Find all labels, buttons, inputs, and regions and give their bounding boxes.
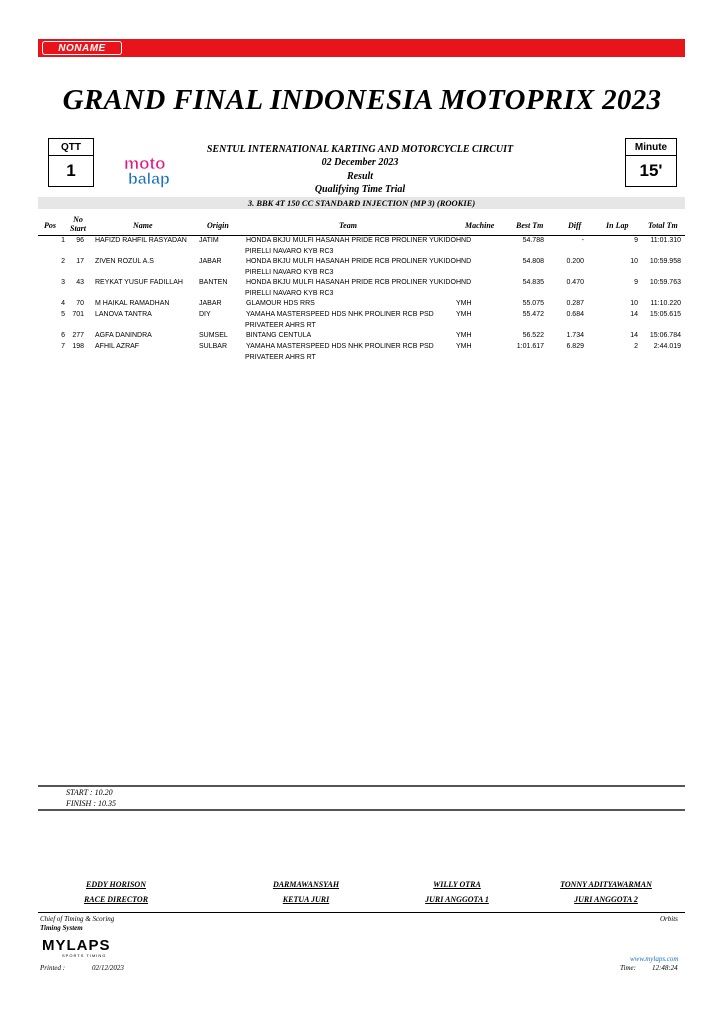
th-no: No bbox=[73, 215, 83, 224]
table-row bbox=[38, 279, 685, 300]
mylaps-logo: MYLAPS bbox=[42, 937, 111, 954]
cell-diff: 0.684 bbox=[566, 311, 584, 318]
table-header bbox=[38, 212, 685, 236]
cell-diff: 1.734 bbox=[566, 332, 584, 339]
cell-name: HAFIZD RAHFIL RASYADAN bbox=[95, 237, 187, 244]
cell-machine: HND bbox=[456, 237, 472, 244]
th-best-tm: Best Tm bbox=[516, 221, 544, 230]
footer-divider bbox=[38, 912, 685, 913]
th-origin: Origin bbox=[207, 221, 229, 230]
cell-origin: SULBAR bbox=[199, 343, 228, 350]
minute-label: Minute bbox=[626, 139, 676, 156]
cell-team2: PRIVATEER AHRS RT bbox=[245, 354, 316, 361]
cell-team1: YAMAHA MASTERSPEED HDS NHK PROLINER RCB PSD bbox=[246, 343, 434, 350]
cell-inlap: 14 bbox=[630, 332, 638, 339]
cell-team1: YAMAHA MASTERSPEED HDS NHK PROLINER RCB PSD bbox=[246, 311, 434, 318]
cell-inlap: 9 bbox=[634, 237, 638, 244]
printed-date: 02/12/2023 bbox=[92, 964, 124, 972]
cell-diff: 6.829 bbox=[566, 343, 584, 350]
th-team: Team bbox=[339, 221, 357, 230]
cell-team1: BINTANG CENTULA bbox=[246, 332, 312, 339]
cell-origin: JABAR bbox=[199, 300, 222, 307]
time-value: 12:48:24 bbox=[652, 964, 678, 972]
circuit-name: SENTUL INTERNATIONAL KARTING AND MOTORCYCLE CIRCUIT bbox=[206, 144, 514, 155]
cell-pos: 3 bbox=[61, 279, 65, 286]
cell-machine: YMH bbox=[456, 311, 472, 318]
cell-best: 1:01.617 bbox=[516, 343, 544, 350]
cell-origin: JATIM bbox=[199, 237, 219, 244]
cell-origin: DIY bbox=[199, 311, 211, 318]
official-name: WILLY OTRA bbox=[433, 880, 481, 889]
cell-machine: HND bbox=[456, 258, 472, 265]
qtt-box bbox=[48, 138, 94, 187]
cell-origin: BANTEN bbox=[199, 279, 228, 286]
cell-no: 701 bbox=[72, 311, 84, 318]
cell-origin: JABAR bbox=[199, 258, 222, 265]
cell-pos: 2 bbox=[61, 258, 65, 265]
official-role: JURI ANGGOTA 2 bbox=[574, 895, 638, 904]
session-name: Qualifying Time Trial bbox=[314, 183, 406, 195]
cell-pos: 4 bbox=[61, 300, 65, 307]
table-row bbox=[38, 258, 685, 279]
signature-juri-anggota-1 bbox=[397, 880, 517, 904]
cell-no: 17 bbox=[76, 258, 84, 265]
th-machine: Machine bbox=[465, 221, 495, 230]
cell-no: 43 bbox=[76, 279, 84, 286]
cell-best: 54.835 bbox=[522, 279, 544, 286]
cell-diff: 0.470 bbox=[566, 279, 584, 286]
cell-name: LANOVA TANTRA bbox=[95, 311, 152, 318]
time-label: Time: bbox=[620, 964, 636, 972]
cell-total: 11:01.310 bbox=[650, 237, 681, 244]
results-table bbox=[38, 237, 685, 364]
cell-pos: 5 bbox=[61, 311, 65, 318]
th-total-tm: Total Tm bbox=[648, 221, 678, 230]
cell-team1: HONDA BKJU MULFI HASANAH PRIDE RCB PROLINER YUKIDO bbox=[246, 258, 456, 265]
divider bbox=[38, 809, 685, 811]
header-red-bar bbox=[38, 39, 685, 57]
category-bar: 3. BBK 4T 150 CC STANDARD INJECTION (MP 3) (ROOKIE) bbox=[38, 197, 685, 209]
table-row bbox=[38, 332, 685, 343]
svg-text:moto: moto bbox=[124, 154, 166, 173]
mylaps-url[interactable]: www.mylaps.com bbox=[630, 955, 679, 963]
cell-no: 70 bbox=[76, 300, 84, 307]
official-role: RACE DIRECTOR bbox=[83, 895, 149, 904]
cell-name: REYKAT YUSUF FADILLAH bbox=[95, 279, 183, 286]
event-info bbox=[160, 143, 560, 196]
minute-value: 15' bbox=[639, 160, 663, 180]
cell-team2: PIRELLI NAVARO KYB RC3 bbox=[245, 248, 334, 255]
cell-team1: GLAMOUR HDS RRS bbox=[246, 300, 315, 307]
cell-diff: - bbox=[581, 237, 584, 244]
cell-total: 11:10.220 bbox=[650, 300, 681, 307]
cell-team2: PIRELLI NAVARO KYB RC3 bbox=[245, 269, 334, 276]
cell-name: AGFA DANINDRA bbox=[95, 332, 152, 339]
table-row bbox=[38, 300, 685, 311]
divider bbox=[38, 785, 685, 787]
cell-name: M HAIKAL RAMADHAN bbox=[95, 300, 170, 307]
cell-team1: HONDA BKJU MULFI HASANAH PRIDE RCB PROLINER YUKIDO bbox=[246, 279, 456, 286]
cell-inlap: 14 bbox=[630, 311, 638, 318]
table-row bbox=[38, 311, 685, 332]
cell-name: AFHIL AZRAF bbox=[95, 343, 140, 350]
cell-total: 15:06.784 bbox=[649, 332, 681, 339]
event-date: 02 December 2023 bbox=[321, 157, 399, 169]
cell-inlap: 9 bbox=[634, 279, 638, 286]
th-diff: Diff bbox=[568, 221, 582, 230]
cell-total: 15:05.615 bbox=[649, 311, 681, 318]
th-in-lap: In Lap bbox=[606, 221, 629, 230]
chief-label: Chief of Timing & Scoring bbox=[40, 915, 115, 923]
result-label: Result bbox=[346, 170, 374, 182]
minute-box bbox=[625, 138, 677, 187]
cell-pos: 7 bbox=[61, 343, 65, 350]
cell-name: ZIVEN ROZUL A.S bbox=[95, 258, 154, 265]
cell-inlap: 10 bbox=[630, 258, 638, 265]
cell-best: 54.808 bbox=[522, 258, 544, 265]
official-role: KETUA JURI bbox=[282, 895, 330, 904]
finish-time: FINISH : 10.35 bbox=[66, 799, 116, 808]
cell-pos: 6 bbox=[61, 332, 65, 339]
page-title: GRAND FINAL INDONESIA MOTOPRIX 2023 bbox=[62, 84, 662, 116]
qtt-value: 1 bbox=[66, 160, 76, 180]
cell-best: 55.075 bbox=[522, 300, 544, 307]
cell-machine: YMH bbox=[456, 343, 472, 350]
cell-no: 198 bbox=[72, 343, 84, 350]
th-start: Start bbox=[70, 224, 87, 233]
cell-best: 56.522 bbox=[522, 332, 544, 339]
cell-pos: 1 bbox=[61, 237, 65, 244]
timing-system-label: Timing System bbox=[40, 924, 83, 932]
th-name: Name bbox=[133, 221, 153, 230]
cell-origin: SUMSEL bbox=[199, 332, 228, 339]
cell-team2: PIRELLI NAVARO KYB RC3 bbox=[245, 290, 334, 297]
noname-logo: NONAME bbox=[42, 41, 122, 55]
cell-machine: YMH bbox=[456, 332, 472, 339]
cell-machine: YMH bbox=[456, 300, 472, 307]
printed-label: Printed : bbox=[40, 964, 66, 972]
cell-diff: 0.200 bbox=[566, 258, 584, 265]
official-name: TONNY ADITYAWARMAN bbox=[560, 880, 652, 889]
cell-diff: 0.287 bbox=[566, 300, 584, 307]
cell-inlap: 2 bbox=[634, 343, 638, 350]
table-row bbox=[38, 343, 685, 364]
cell-no: 277 bbox=[72, 332, 84, 339]
signature-juri-anggota-2 bbox=[546, 880, 666, 904]
th-pos: Pos bbox=[44, 221, 56, 230]
cell-team2: PRIVATEER AHRS RT bbox=[245, 322, 316, 329]
cell-best: 54.788 bbox=[522, 237, 544, 244]
official-name: EDDY HORISON bbox=[86, 880, 146, 889]
official-role: JURI ANGGOTA 1 bbox=[425, 895, 489, 904]
cell-best: 55.472 bbox=[522, 311, 544, 318]
table-row bbox=[38, 237, 685, 258]
signature-ketua-juri bbox=[246, 880, 366, 904]
cell-machine: HND bbox=[456, 279, 472, 286]
svg-text:balap: balap bbox=[128, 171, 170, 188]
cell-total: 10:59.958 bbox=[649, 258, 681, 265]
start-time: START : 10.20 bbox=[66, 788, 113, 797]
cell-total: 2:44.019 bbox=[653, 343, 681, 350]
cell-inlap: 10 bbox=[630, 300, 638, 307]
th-no-start bbox=[70, 215, 86, 233]
official-name: DARMAWANSYAH bbox=[272, 880, 340, 889]
mylaps-sub: SPORTS TIMING bbox=[62, 953, 107, 958]
qtt-label: QTT bbox=[49, 139, 93, 156]
cell-no: 96 bbox=[76, 237, 84, 244]
cell-team1: HONDA BKJU MULFI HASANAH PRIDE RCB PROLINER YUKIDO bbox=[246, 237, 456, 244]
signature-race-director bbox=[56, 880, 176, 904]
orbits-label: Orbits bbox=[660, 915, 678, 923]
cell-total: 10:59.763 bbox=[649, 279, 681, 286]
